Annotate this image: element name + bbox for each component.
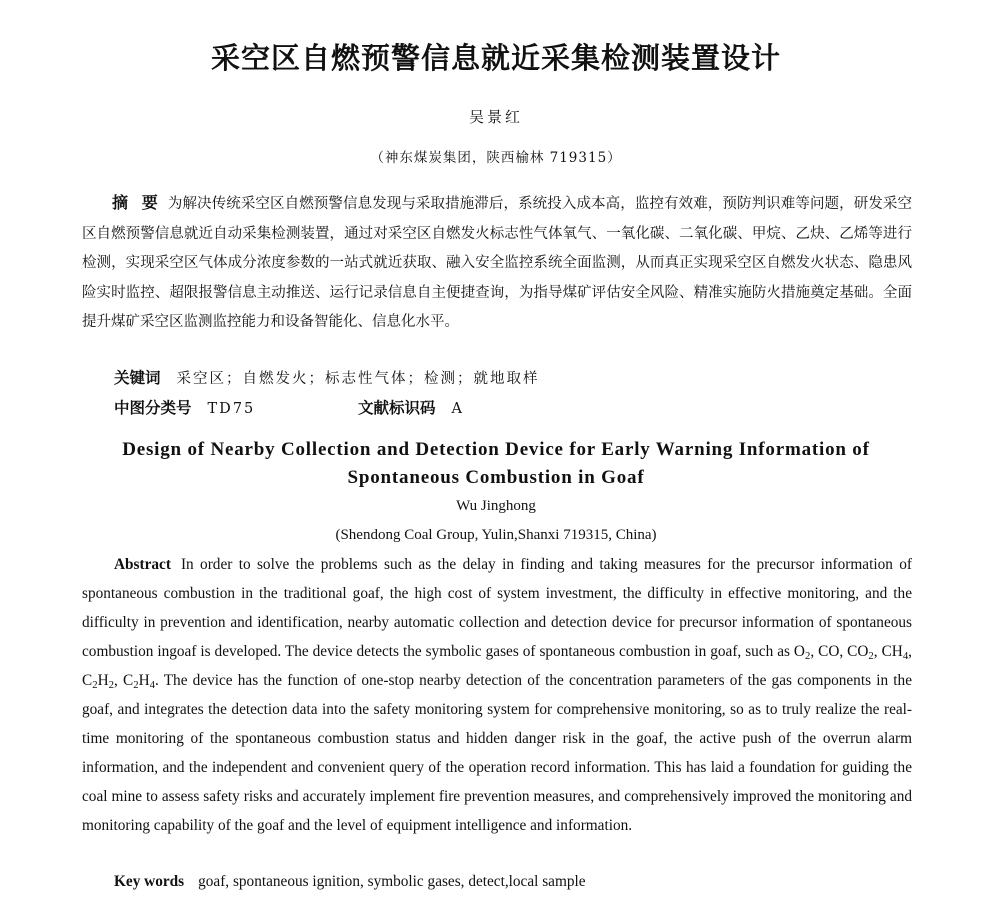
chinese-classification: [114, 396, 255, 418]
chinese-keywords-value: 采空区；自燃发火；标志性气体；检测；就地取样: [176, 371, 540, 387]
english-keywords: [114, 873, 586, 891]
chinese-affiliation: （神东煤炭集团，陕西榆林 719315）: [370, 150, 622, 166]
gas-co2: $CO_2$: [847, 643, 874, 662]
chinese-title: 采空区自燃预警信息就近采集检测装置设计: [210, 41, 781, 75]
clc-value: TD75: [207, 401, 256, 417]
english-abstract-part1: In order to solve the problems such as the delay in finding and taking measures for the precursor information of spontaneous combustion in the traditional goaf, the high cost of system investment, the difficulty in effective monitoring, and the difficulty in prevention and identification, nearby automatic collection and detection device for precursor information of spontaneous combustion ingoaf is developed. The device detects the symbolic gases of spontaneous combustion in goaf, such as: [82, 556, 912, 660]
chinese-author: 吴景红: [468, 108, 523, 126]
english-keywords-value: goaf, spontaneous ignition, symbolic gases, detect,local sample: [198, 873, 586, 890]
chinese-keywords-label: 关键词: [114, 369, 161, 387]
english-abstract-label: Abstract: [114, 556, 171, 573]
gas-o2: $O_2$: [793, 643, 811, 662]
gas-c2h4: $C_2H_4$: [123, 672, 155, 691]
english-affiliation: (Shendong Coal Group, Yulin,Shanxi 719315, China): [335, 527, 657, 543]
chinese-abstract-text: 为解决传统采空区自燃预警信息发现与采取措施滞后，系统投入成本高，监控有效难，预防判识难等问题，研发采空区自燃预警信息就近自动采集检测装置，通过对采空区自燃发火标志性气体氧气、一氧化碳、二氧化碳、甲烷、乙炔、乙烯等进行检测，实现采空区气体成分浓度参数的一站式就近获取、融入安全监控系统全面监测，从而真正实现采空区自燃发火状态、隐患风险实时监控、超限报警信息主动推送、运行记录信息自主便捷查询，为指导煤矿评估安全风险、精准实施防火措施奠定基础。全面提升煤矿采空区监测监控能力和设备智能化、信息化水平。: [82, 196, 912, 330]
english-title: Design of Nearby Collection and Detection Device for Early Warning Information of Spontaneous Combustion in Goaf: [122, 439, 870, 488]
english-author: Wu Jinghong: [456, 498, 536, 514]
chinese-abstract: [82, 188, 912, 338]
english-abstract: Abstract In order to solve the problems such as the delay in finding and taking measures for the precursor information of spontaneous combustion in the traditional goaf, the high cost of system investment, the difficulty in effective monitoring, and the difficulty in prevention and identification, nearby automatic collection and detection device for precursor information of spontaneous combustion ingoaf is developed. The device detects the symbolic gases of spontaneous combustion in goaf, such as $O_2$, CO, $CO_2$, $CH_4$, $C_2H_2$, $C_2H_4$. The device has the function of one-stop nearby detection of the concentration parameters of the gas components in the goaf, and integrates the detection data into the safety monitoring system for comprehensive monitoring, so as to truly realize the real-time monitoring of the spontaneous combustion status and hidden danger risk in the goaf, the active push of the overrun alarm information, and the independent and convenient query of the operation record information. This has laid a foundation for guiding the coal mine to assess safety risks and accurately implement fire prevention measures, and comprehensively improved the monitoring and monitoring capability of the goaf and the level of equipment intelligence and information.: [82, 556, 912, 834]
doc-code-label: 文献标识码: [358, 399, 436, 417]
chinese-doc-code: [358, 396, 464, 418]
english-keywords-label: Key words: [114, 873, 185, 890]
clc-label: 中图分类号: [114, 399, 192, 417]
doc-code-value: A: [451, 401, 464, 417]
gas-ch4: $CH_4$: [881, 643, 909, 662]
gas-c2h2: $C_2H_2$: [82, 672, 114, 691]
chinese-abstract-label: 摘 要: [112, 193, 162, 212]
chinese-keywords: [114, 366, 540, 388]
english-abstract-part2: . The device has the function of one-stop nearby detection of the concentration parameters of the gas components in the goaf, and integrates the detection data into the safety monitoring system for comprehensive monitoring, so as to truly realize the real-time monitoring of the spontaneous combustion status and hidden danger risk in the goaf, the active push of the overrun alarm information, and the independent and convenient query of the operation record information. This has laid a foundation for guiding the coal mine to assess safety risks and accurately implement fire prevention measures, and comprehensively improved the monitoring and monitoring capability of the goaf and the level of equipment intelligence and information.: [82, 672, 912, 834]
